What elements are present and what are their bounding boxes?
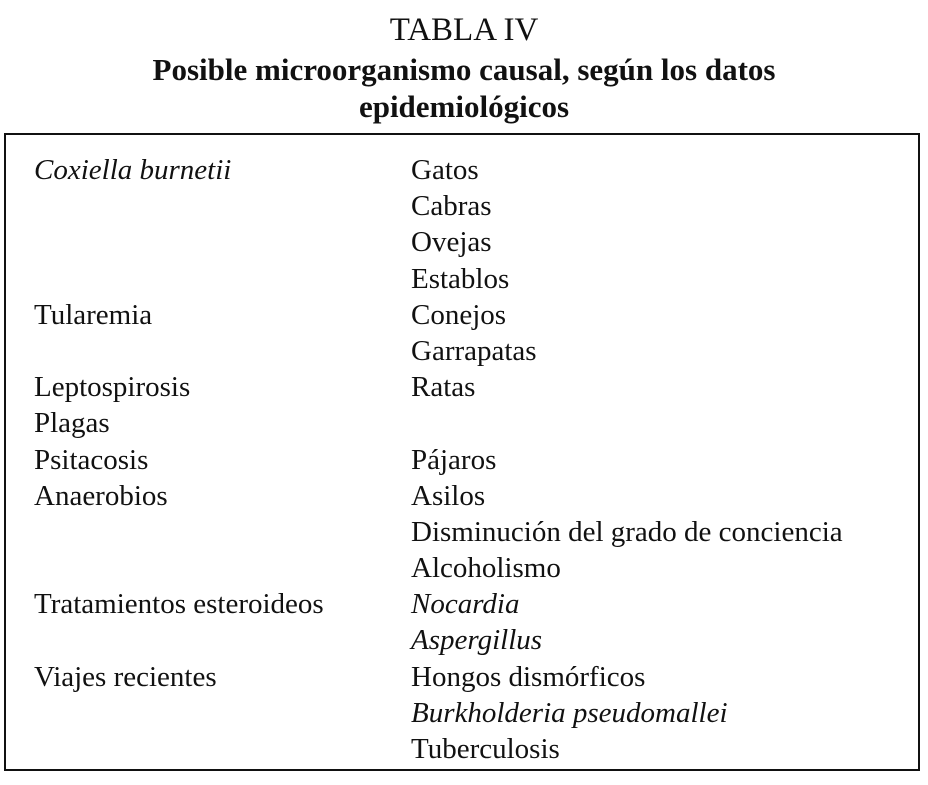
condition-cell: Psitacosis <box>34 443 149 476</box>
organism-cell: Establos <box>411 262 510 295</box>
organism-cell: Cabras <box>411 190 492 223</box>
organism-cell: Nocardia <box>411 588 520 621</box>
condition-cell: Anaerobios <box>34 479 168 512</box>
organism-cell: Gatos <box>411 154 479 186</box>
table-row <box>34 405 914 441</box>
table-row <box>34 442 914 478</box>
table-title: Posible microorganismo causal, según los datos <box>152 52 776 87</box>
organism-cell: Ovejas <box>411 226 492 259</box>
organism-cell: Disminución del grado de conciencia <box>411 515 843 548</box>
organism-cell: Pájaros <box>411 443 497 476</box>
table-row <box>34 224 914 260</box>
table-row <box>34 152 914 188</box>
table-row <box>34 333 914 369</box>
condition-cell: Plagas <box>34 407 110 440</box>
table-row <box>34 659 914 695</box>
table-row <box>34 731 914 767</box>
condition-cell: Tularemia <box>34 298 153 331</box>
organism-cell: Garrapatas <box>411 334 537 367</box>
organism-cell: Conejos <box>411 298 507 331</box>
table-label: TABLA IV <box>389 12 539 48</box>
organism-cell: Burkholderia pseudomallei <box>411 696 728 729</box>
organism-cell: Hongos dismórficos <box>411 660 646 693</box>
table-row <box>34 695 914 731</box>
table-row <box>34 478 914 514</box>
table-row <box>34 297 914 333</box>
table-row <box>34 586 914 622</box>
table-row <box>34 514 914 550</box>
table-row <box>34 188 914 224</box>
organism-cell: Alcoholismo <box>411 552 561 585</box>
condition-cell: Viajes recientes <box>34 660 217 693</box>
organism-cell: Ratas <box>411 371 476 404</box>
organism-cell: Aspergillus <box>411 624 543 657</box>
table-row <box>34 622 914 658</box>
table-title-continued: epidemiológicos <box>358 89 570 124</box>
organism-cell: Asilos <box>411 479 486 512</box>
condition-cell: Leptospirosis <box>34 371 191 404</box>
organism-cell: Tuberculosis <box>411 733 560 765</box>
table-row <box>34 261 914 297</box>
condition-cell: Tratamientos esteroideos <box>34 588 324 621</box>
table-row <box>34 550 914 586</box>
table-body <box>34 152 914 767</box>
table-row <box>34 369 914 405</box>
condition-cell: Coxiella burnetii <box>34 154 232 186</box>
